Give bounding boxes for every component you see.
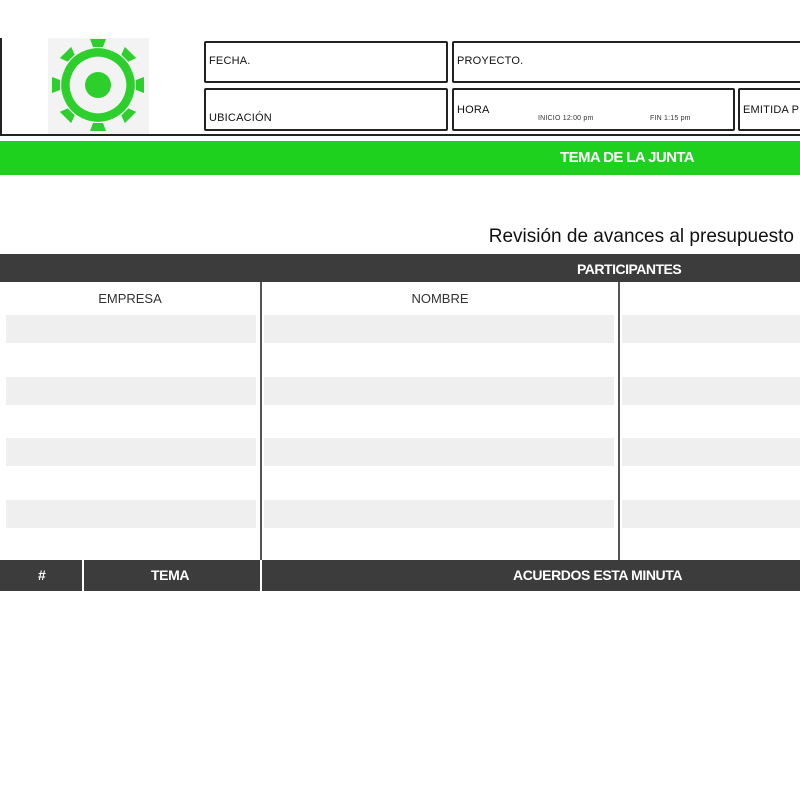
emitida-label: EMITIDA P <box>743 104 800 116</box>
hora-fin-text: FIN 1:15 pm <box>650 115 691 122</box>
ubicacion-field[interactable] <box>204 88 448 131</box>
table-row[interactable] <box>622 438 800 466</box>
table-row[interactable] <box>622 500 800 528</box>
gear-logo-icon <box>48 38 149 135</box>
participantes-header <box>0 254 800 282</box>
column-divider <box>260 282 262 561</box>
column-divider <box>618 282 620 561</box>
table-row[interactable] <box>6 377 256 405</box>
emitida-field[interactable] <box>738 88 800 131</box>
fecha-label: FECHA. <box>209 55 251 67</box>
header-left-border <box>0 38 2 136</box>
table-row[interactable] <box>6 438 256 466</box>
table-row[interactable] <box>264 315 614 343</box>
table-row[interactable] <box>264 500 614 528</box>
acuerdos-col-tema: TEMA <box>151 567 190 583</box>
proyecto-label: PROYECTO. <box>457 55 524 67</box>
participantes-title: PARTICIPANTES <box>577 261 682 277</box>
table-row[interactable] <box>622 315 800 343</box>
hora-inicio-text: INICIO 12:00 pm <box>538 115 594 122</box>
tema-junta-title: TEMA DE LA JUNTA <box>560 149 695 166</box>
acuerdos-col-acuerdos: ACUERDOS ESTA MINUTA <box>513 567 683 583</box>
col-nombre-header: NOMBRE <box>411 291 469 306</box>
table-row[interactable] <box>622 377 800 405</box>
fecha-field[interactable] <box>204 41 448 83</box>
header-bottom-border <box>0 134 800 136</box>
table-row[interactable] <box>264 438 614 466</box>
acuerdos-col-num: # <box>38 567 46 583</box>
table-row[interactable] <box>6 500 256 528</box>
hora-field[interactable] <box>452 88 735 131</box>
tema-junta-text[interactable]: Revisión de avances al presupuesto <box>488 226 794 247</box>
column-divider <box>260 560 262 591</box>
column-divider <box>82 560 84 591</box>
company-logo <box>48 38 149 135</box>
table-row[interactable] <box>6 315 256 343</box>
hora-label: HORA <box>457 104 490 116</box>
acuerdos-header <box>0 560 800 591</box>
proyecto-field[interactable] <box>452 41 800 83</box>
table-row[interactable] <box>264 377 614 405</box>
ubicacion-label: UBICACIÓN <box>209 112 272 124</box>
col-empresa-header: EMPRESA <box>98 291 162 306</box>
tema-junta-header <box>0 141 800 175</box>
